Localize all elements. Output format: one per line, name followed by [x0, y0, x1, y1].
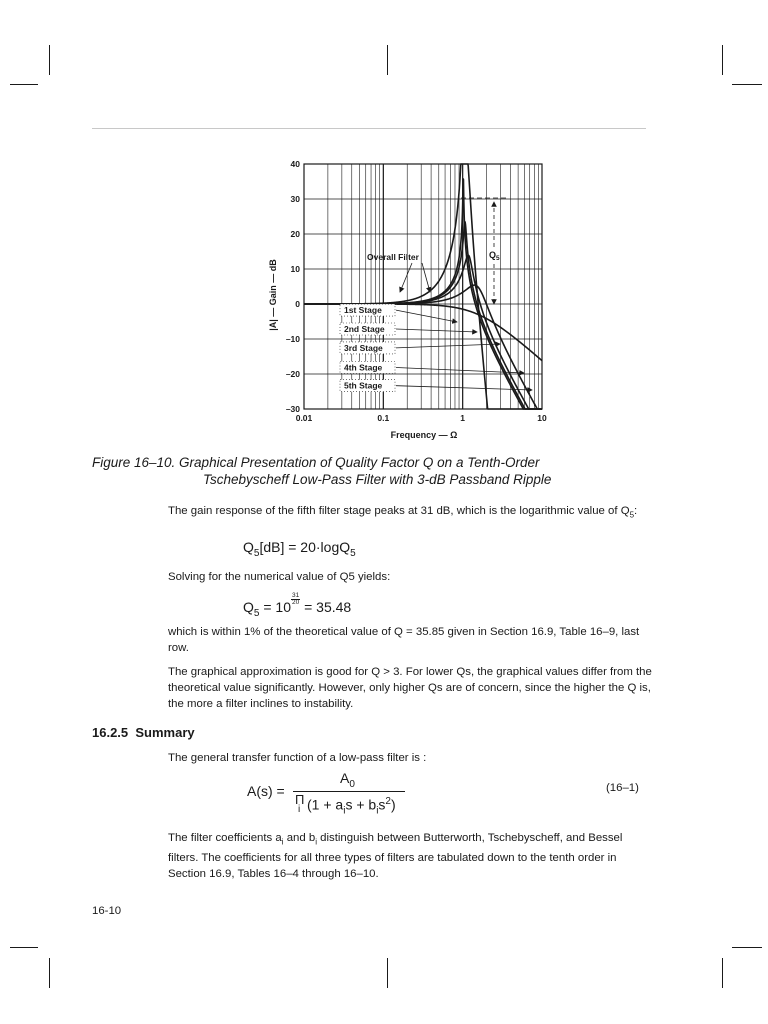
- crop-mark-top-left-v: [49, 45, 50, 75]
- paragraph-approximation: The graphical approximation is good for Q > 3. For lower Qs, the graphical values differ from the theoretical value significantly. However, only higher Qs are of concern, since the higher the Q is, the more a filter inclines to instability.: [168, 666, 652, 710]
- header-rule: [92, 128, 646, 129]
- crop-mark-top-left-h: [10, 84, 38, 85]
- x-tick-label: 1: [460, 413, 466, 423]
- crop-mark-bottom-left-h: [10, 947, 38, 948]
- crop-mark-top-right-v: [722, 45, 723, 75]
- equation-q5-value: $Q_5 = 10$ $\frac{31}{20}$ = 35.48: [243, 592, 352, 619]
- paragraph-solving: Solving for the numerical value of Q5 yields:: [168, 571, 391, 583]
- x-tick-label: 10: [537, 413, 547, 423]
- overall-filter-arrow-1: [400, 263, 412, 292]
- stage-label-arrow: [396, 310, 457, 322]
- y-tick-label: –10: [285, 334, 300, 344]
- crop-mark-top-right-h: [732, 84, 762, 85]
- chart-ticks: [286, 159, 547, 423]
- y-tick-label: 10: [290, 264, 300, 274]
- crop-mark-bottom-center-v: [387, 958, 388, 988]
- y-tick-label: 20: [290, 229, 300, 239]
- x-tick-label: 0.01: [295, 413, 313, 423]
- caption-line-1: Figure 16–10. Graphical Presentation of Quality Factor Q on a Tenth-Order: [92, 455, 540, 470]
- eq-lhs: A(s) =: [247, 783, 285, 799]
- paragraph-within-percent: which is within 1% of the theoretical value of Q = 35.85 given in Section 16.9, Table 16–9, last row.: [168, 626, 640, 654]
- y-tick-label: –20: [285, 369, 300, 379]
- caption-line-2: Tschebyscheff Low-Pass Filter with 3-dB Passband Ripple: [203, 472, 552, 487]
- overall-filter-label: Overall Filter: [367, 252, 419, 262]
- y-tick-label: 40: [290, 159, 300, 169]
- eq-fraction-bar: [293, 791, 405, 792]
- y-tick-label: 0: [295, 299, 300, 309]
- x-tick-label: 0.1: [377, 413, 390, 423]
- y-tick-label: 30: [290, 194, 300, 204]
- equation-q5-db: $Q_5[dB] = 20\cdot\log Q_5$: [243, 539, 356, 559]
- stage-label: 3rd Stage: [344, 342, 383, 353]
- crop-mark-top-center-v: [387, 45, 388, 75]
- eq-denominator: $(1 + a_is + b_is^2)$: [307, 796, 396, 817]
- x-axis-label: Frequency — Ω: [390, 430, 458, 440]
- eq-index: i: [298, 804, 301, 815]
- page-number: 16-10: [92, 905, 122, 917]
- stage-label: 1st Stage: [344, 305, 382, 316]
- eq-product: Π: [295, 792, 305, 807]
- stage-label: 4th Stage: [344, 362, 383, 373]
- crop-mark-bottom-right-v: [722, 958, 723, 988]
- stage-label: 5th Stage: [344, 380, 383, 391]
- crop-mark-bottom-left-v: [49, 958, 50, 988]
- stage-label-arrow: [396, 329, 477, 332]
- eq-number: (16–1): [606, 782, 639, 794]
- stage-labels: [340, 304, 532, 392]
- paragraph-transfer-function: The general transfer function of a low-pass filter is :: [168, 752, 427, 764]
- overall-filter-arrow-2: [422, 263, 430, 292]
- gain-response-chart: [262, 152, 562, 450]
- y-axis-label: |A| — Gain — dB: [268, 259, 278, 331]
- y-tick-label: –30: [285, 404, 300, 414]
- q5-label: $Q_5$: [489, 250, 500, 262]
- eq-numerator: $A_0$: [340, 770, 355, 790]
- crop-mark-bottom-right-h: [732, 947, 762, 948]
- figure-caption: [92, 454, 612, 488]
- section-heading: 16.2.5 Summary: [92, 725, 195, 740]
- paragraph-q5-peak: The gain response of the fifth filter stage peaks at 31 dB, which is the logarithmic value of $Q_5$:: [168, 505, 638, 520]
- stage-label-arrow: [396, 344, 500, 348]
- stage-label: 2nd Stage: [344, 324, 385, 334]
- paragraph-filter-coefficients: The filter coefficients $a_i$ and $b_i$ distinguish between Butterworth, Tschebyscheff, and Bessel filters. The coefficients for all three types of filters are tabulated down to the tenth order in Section 16.9, Tables 16–4 through 16–10.: [168, 832, 623, 881]
- chart-annotations: [367, 198, 508, 304]
